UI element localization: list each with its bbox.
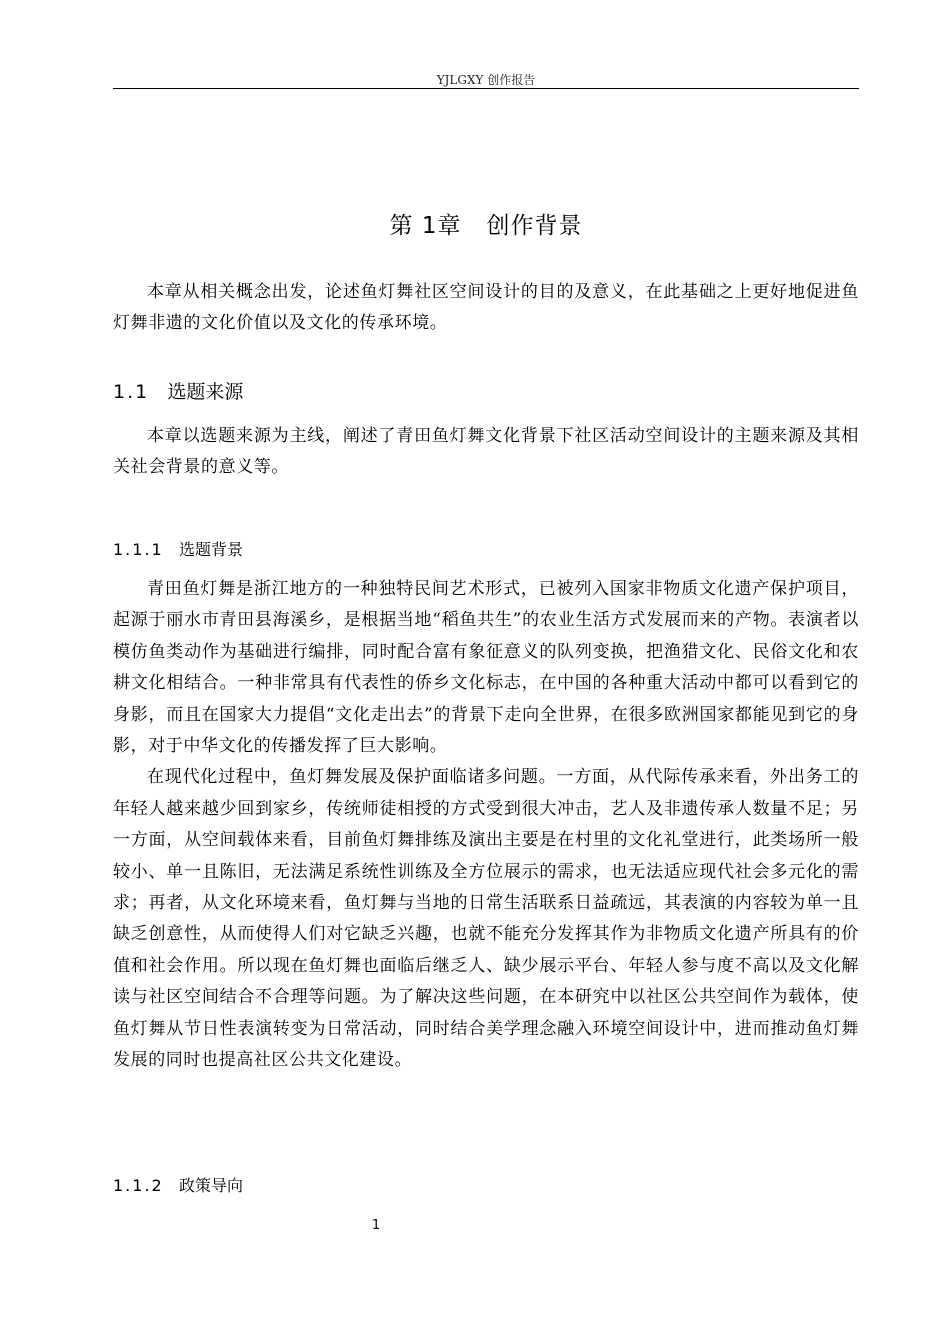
- section-1-1-block: [113, 421, 859, 484]
- intro-paragraph: 本章从相关概念出发，论述鱼灯舞社区空间设计的目的及意义，在此基础之上更好地促进鱼灯舞非遗的文化价值以及文化的传承环境。: [113, 282, 859, 334]
- body-paragraph: 青田鱼灯舞是浙江地方的一种独特民间艺术形式，已被列入国家非物质文化遗产保护项目，起源于丽水市青田县海溪乡，是根据当地“稻鱼共生”的农业生活方式发展而来的产物。表演者以模仿鱼类动作为基础进行编排，同时配合富有象征意义的队列变换，把渔猎文化、民俗文化和农耕文化相结合。一种非常具有代表性的侨乡文化标志，在中国的各种重大活动中都可以看到它的身影，而且在国家大力提倡“文化走出去”的背景下走向全世界，在很多欧洲国家都能见到它的身影，对于中华文化的传播发挥了巨大影响。: [113, 579, 859, 757]
- section-title: 选题来源: [167, 381, 244, 403]
- chapter-title: [113, 210, 859, 242]
- section-1-1-paragraph: 本章以选题来源为主线，阐述了青田鱼灯舞文化背景下社区活动空间设计的主题来源及其相关社会背景的意义等。: [113, 426, 859, 478]
- chapter-number: 第 1章: [389, 213, 462, 239]
- running-header: YJLGXY 创作报告: [436, 73, 536, 87]
- chapter-name: 创作背景: [486, 213, 583, 239]
- subsection-title: 政策导向: [178, 1176, 243, 1195]
- section-number: 1.1: [113, 381, 150, 403]
- section-heading-1-1: [113, 379, 243, 405]
- subsection-title: 选题背景: [178, 540, 243, 559]
- page-number: 1: [371, 1218, 381, 1233]
- subsection-heading-1-1-2: [113, 1175, 243, 1197]
- subsection-number: 1.1.2: [113, 1176, 164, 1195]
- section-1-1-1-block: [113, 574, 859, 1077]
- subsection-heading-1-1-1: [113, 539, 243, 561]
- body-paragraph: 在现代化过程中，鱼灯舞发展及保护面临诸多问题。一方面，从代际传承来看，外出务工的年轻人越来越少回到家乡，传统师徒相授的方式受到很大冲击，艺人及非遗传承人数量不足；另一方面，从空间载体来看，目前鱼灯舞排练及演出主要是在村里的文化礼堂进行，此类场所一般较小、单一且陈旧，无法满足系统性训练及全方位展示的需求，也无法适应现代社会多元化的需求；再者，从文化环境来看，鱼灯舞与当地的日常生活联系日益疏远，其表演的内容较为单一且缺乏创意性，从而使得人们对它缺乏兴趣，也就不能充分发挥其作为非物质文化遗产所具有的价值和社会作用。所以现在鱼灯舞也面临后继乏人、缺少展示平台、年轻人参与度不高以及文化解读与社区空间结合不合理等问题。为了解决这些问题，在本研究中以社区公共空间作为载体，使鱼灯舞从节日性表演转变为日常活动，同时结合美学理念融入环境空间设计中，进而推动鱼灯舞发展的同时也提高社区公共文化建设。: [113, 767, 859, 1071]
- subsection-number: 1.1.1: [113, 540, 164, 559]
- header-rule: [113, 88, 859, 89]
- intro-block: [113, 277, 859, 340]
